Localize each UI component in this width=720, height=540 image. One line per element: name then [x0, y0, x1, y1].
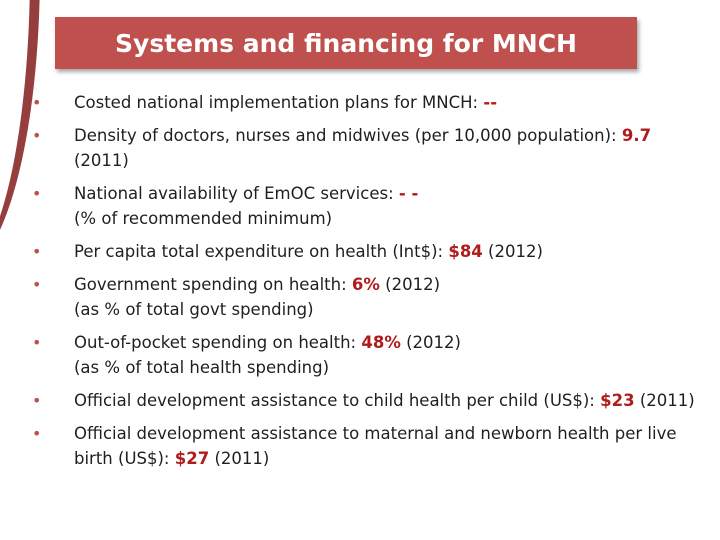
- indicator-value: --: [483, 93, 498, 112]
- indicator-year: (2012): [406, 333, 461, 352]
- indicator-value: $27: [174, 449, 210, 468]
- bullet-icon: •: [32, 391, 42, 410]
- bullet-icon: •: [32, 424, 42, 443]
- bullet-icon: •: [32, 93, 42, 112]
- indicator-subtext: (as % of total health spending): [74, 358, 330, 377]
- indicator-year: (2011): [214, 449, 270, 468]
- indicator-value: $23: [600, 391, 635, 410]
- list-item: [28, 388, 698, 413]
- list-item: [28, 90, 698, 115]
- list-item: [28, 123, 698, 173]
- list-item: [28, 181, 698, 231]
- indicator-subtext: (% of recommended minimum): [74, 209, 333, 228]
- indicator-label: Official development assistance to maternal and newborn health per live birth (US$):: [74, 424, 677, 468]
- page-title: Systems and financing for MNCH: [115, 28, 577, 58]
- bullet-icon: •: [32, 184, 42, 203]
- bullet-icon: •: [32, 333, 42, 352]
- indicator-value: - -: [398, 184, 419, 203]
- bullet-icon: •: [32, 242, 42, 261]
- indicator-year: (2011): [74, 151, 129, 170]
- indicator-value: $84: [448, 242, 483, 261]
- indicator-value: 48%: [361, 333, 401, 352]
- indicator-year: (2012): [488, 242, 543, 261]
- indicator-label: Density of doctors, nurses and midwives (per 10,000 population):: [74, 126, 617, 145]
- indicator-label: Out-of-pocket spending on health:: [74, 333, 357, 352]
- indicator-label: National availability of EmOC services:: [74, 184, 394, 203]
- bullet-icon: •: [32, 126, 42, 145]
- list-item: [28, 272, 698, 322]
- indicator-value: 6%: [351, 275, 380, 294]
- indicator-year: (2011): [639, 391, 695, 410]
- indicator-label: Official development assistance to child health per child (US$):: [74, 391, 595, 410]
- indicator-label: Costed national implementation plans for MNCH:: [74, 93, 479, 112]
- indicator-list: [28, 90, 698, 479]
- indicator-label: Government spending on health:: [74, 275, 347, 294]
- title-banner: [55, 17, 637, 69]
- indicator-year: (2012): [385, 275, 441, 294]
- bullet-icon: •: [32, 275, 42, 294]
- indicator-label: Per capita total expenditure on health (Int$):: [74, 242, 444, 261]
- list-item: [28, 421, 698, 471]
- list-item: [28, 330, 698, 380]
- list-item: [28, 239, 698, 264]
- indicator-subtext: (as % of total govt spending): [74, 300, 314, 319]
- indicator-value: 9.7: [621, 126, 652, 145]
